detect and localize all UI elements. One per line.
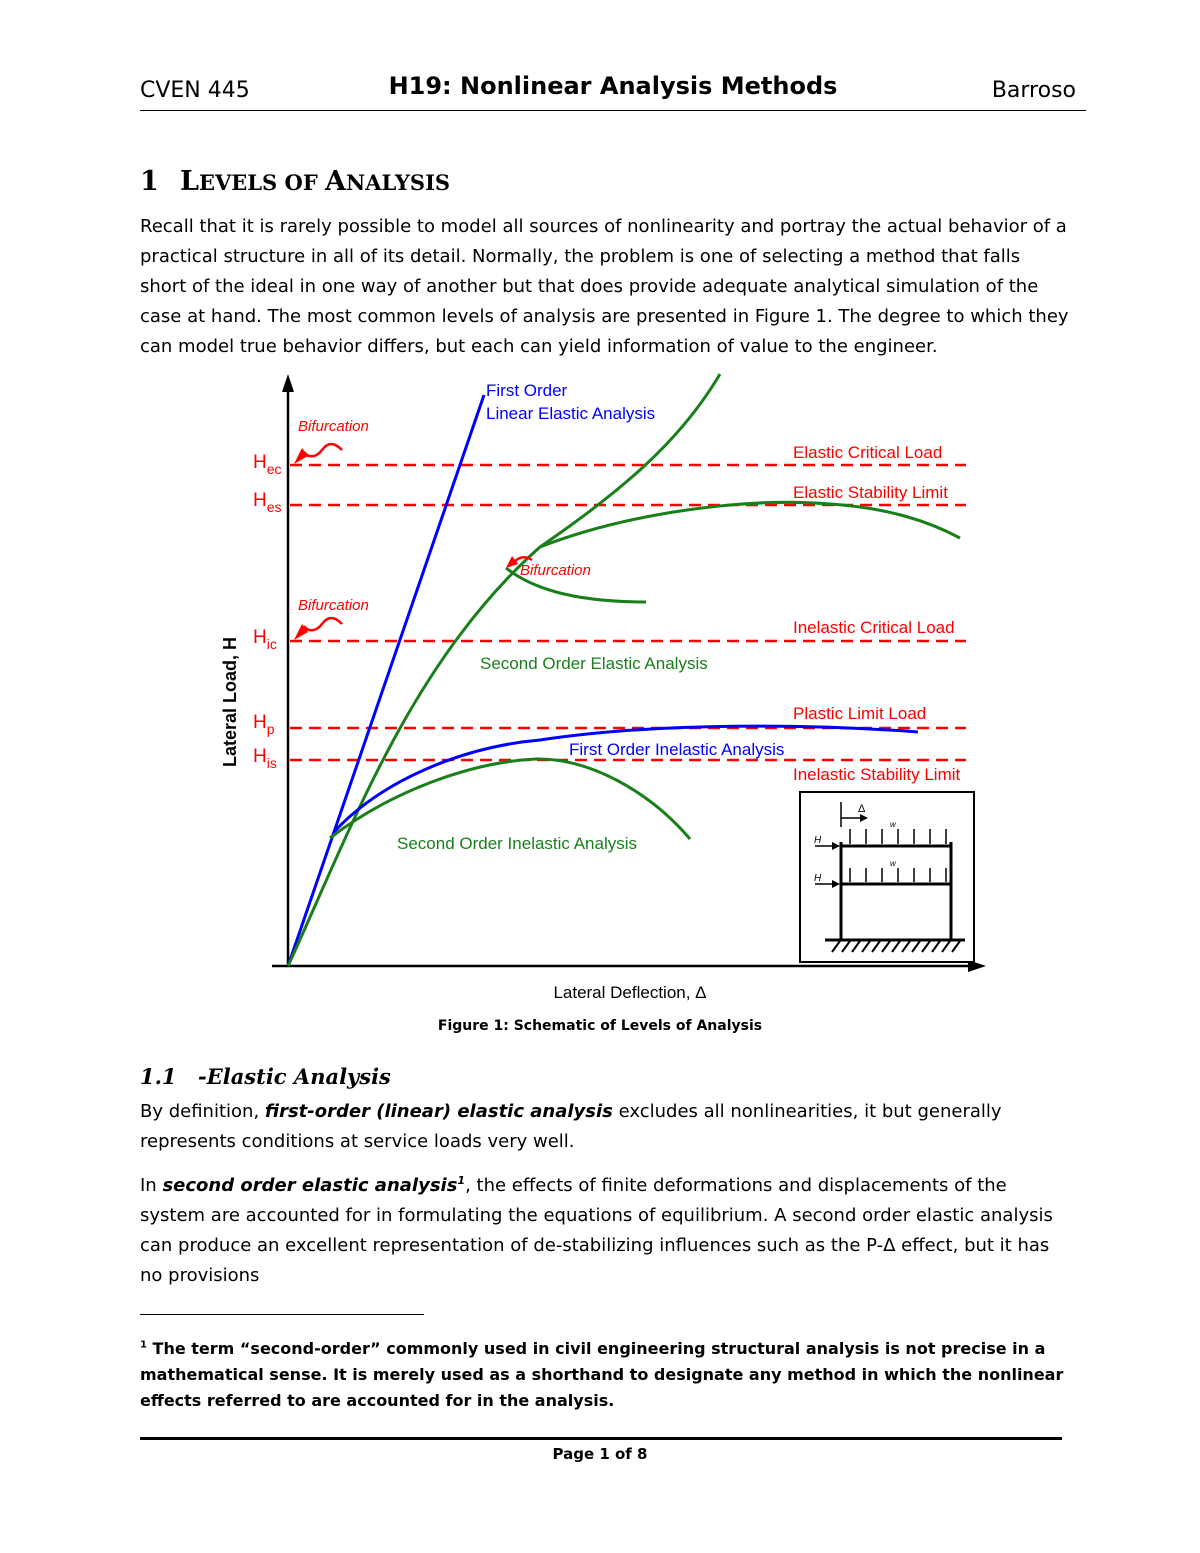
section-title [180,166,450,197]
text-run: In [140,1175,163,1196]
second-order-elastic-stability-curve [540,502,960,547]
text-run: second order elastic analysis [162,1175,458,1196]
first-order-linear-elastic-curve [288,395,484,966]
levels-of-analysis-figure [210,362,1010,1012]
course-code: CVEN 445 [140,78,250,103]
x-axis-label: Lateral Deflection, Δ [553,983,707,1002]
footnote-marker: 1 [140,1339,147,1351]
section-number: 1 [140,166,159,197]
subsection-title: -Elastic Analysis [198,1064,391,1089]
second-order-elastic-label: Second Order Elastic Analysis [480,654,708,673]
text-run: excludes all nonlinearities, it but generally represents conditions at service loads very well. [140,1101,1002,1152]
header-divider [140,110,1086,111]
text-run: , the effects of finite deformations and displacements of the system are accounted for in formulating the equations of equilibrium. A second order elastic analysis can produce an excellent representation of de-stabilizing influences such as the P-Δ effect, but it has no provisions [140,1175,1053,1286]
section-title-part: L [180,166,199,197]
inelastic-stability-limit-label: Inelastic Stability Limit [793,765,961,784]
frame-inset [800,792,974,962]
elastic-stability-limit-label: Elastic Stability Limit [793,483,948,502]
subsection-number: 1.1 [140,1064,177,1089]
plastic-limit-load-label: Plastic Limit Load [793,704,927,723]
footnote-text: The term “second-order” commonly used in civil engineering structural analysis is not precise in a mathematical sense. It is merely used as a shorthand to designate any method in which the nonlinear effects referred to are accounted for in the analysis. [140,1339,1064,1410]
footer-divider [140,1437,1062,1440]
section-title-part: NALYSIS [346,170,451,195]
text-run: By definition, [140,1101,265,1122]
first-order-label-line2: Linear Elastic Analysis [486,404,656,423]
bifurcation-arrowhead-3 [506,556,518,568]
first-order-label-line1: First Order [486,381,568,400]
inset-w-upper: w [890,820,896,829]
page-number: Page 1 of 8 [552,1445,648,1463]
h-es-symbol: $H_{es}$ [253,490,282,515]
inset-delta: Δ [858,803,866,815]
page-header [140,70,1086,110]
bifurcation-arrowhead-2 [294,624,308,640]
y-axis-label: Lateral Load, H [220,636,240,768]
h-ec-symbol: $H_{ec}$ [253,452,282,477]
intro-paragraph: Recall that it is rarely possible to model all sources of nonlinearity and portray the actual behavior of a practical structure in all of its detail. Normally, the problem is one of selecting a method that falls short of the ideal in one way of another but that does provide adequate analytical simulation of the case at hand. The most common levels of analysis are presented in Figure 1. The degree to which they can model true behavior differs, but each can yield information of value to the engineer. [140,216,1069,357]
text-run: 1 [457,1174,466,1187]
author-name: Barroso [991,78,1076,103]
text-run: first-order (linear) elastic analysis [264,1101,613,1122]
section-heading [140,166,450,197]
elastic-critical-load-label: Elastic Critical Load [793,443,943,462]
section-title-part: A [325,166,346,197]
figure-caption: Figure 1: Schematic of Levels of Analysis [437,1018,763,1034]
inset-h-upper: H [814,835,822,846]
h-p-symbol: $H_p$ [253,712,275,737]
bifurcation-label-1: Bifurcation [298,418,369,435]
footnote [140,1336,1070,1414]
inelastic-critical-load-label: Inelastic Critical Load [793,618,955,637]
first-order-paragraph [140,1097,1070,1157]
second-order-paragraph [140,1171,1070,1291]
h-is-symbol: $H_{is}$ [253,746,277,771]
inset-w-lower: w [890,859,896,868]
inset-h-lower: H [814,873,822,884]
section-title-part: EVELS OF [198,170,326,195]
y-axis-arrowhead [282,374,294,392]
document-title: H19: Nonlinear Analysis Methods [388,72,838,100]
subsection-heading [140,1064,391,1089]
bifurcation-label-3: Bifurcation [520,562,591,579]
footnote-divider [140,1314,424,1315]
first-order-inelastic-label: First Order Inelastic Analysis [569,740,785,759]
bifurcation-label-2: Bifurcation [298,597,369,614]
second-order-inelastic-curve [330,759,690,839]
h-ic-symbol: $H_{ic}$ [253,627,277,652]
bifurcation-arrowhead-1 [294,448,308,464]
second-order-inelastic-label: Second Order Inelastic Analysis [397,834,638,853]
